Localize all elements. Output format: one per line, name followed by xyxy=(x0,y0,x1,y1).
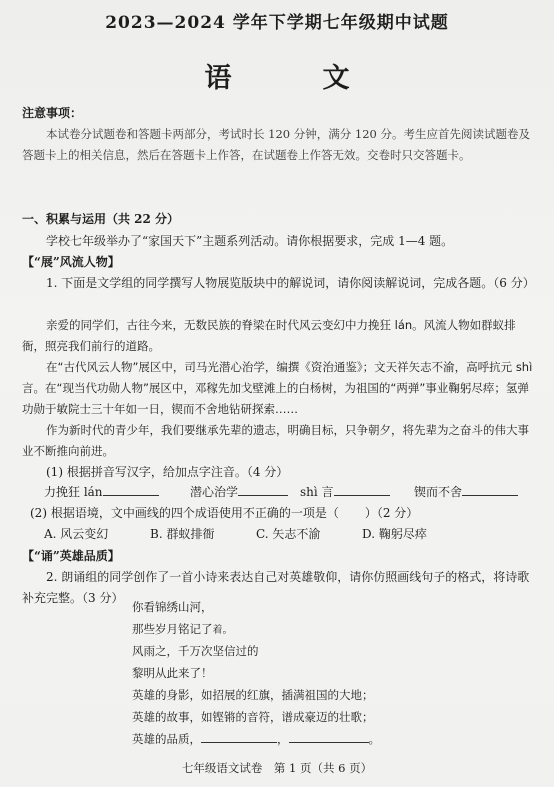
question-2: 2. 朗诵组的同学创作了一首小诗来表达自己对英雄敬仰，请你仿照画线句子的格式，将诗歌补充完整。（3 分） xyxy=(22,570,530,605)
poem-line-1: 你看锦绣山河， xyxy=(132,600,213,614)
poem-line-2-text: 那些岁月铭记了 xyxy=(132,622,213,636)
fill-item-3 xyxy=(300,483,390,500)
poem-line-3-start: 风雨之 xyxy=(132,644,167,658)
option-a: A. 风云变幻 xyxy=(44,527,109,541)
option-b: B. 群蚁排衙 xyxy=(150,527,215,541)
fill-item-1-label: 力挽狂 lán xyxy=(44,485,103,499)
question-1: 1. 下面是文学组的同学撰写人物展览版块中的解说词，请你阅读解说词，完成各题。（6 分） xyxy=(46,276,535,290)
passage-paragraph-1: 亲爱的同学们，古往今来，无数民族的脊梁在时代风云变幻中力挽狂 lán。风流人物如群蚁排衙，照亮我们前行的道路。 xyxy=(22,318,516,353)
poem-line-3-end: ，千万次坚信过的 xyxy=(166,644,259,658)
poem-blank-1[interactable] xyxy=(201,730,277,743)
subject-title: 语 文 xyxy=(204,63,382,94)
part1-title: 【“展”风流人物】 xyxy=(22,255,120,269)
fill-item-2-label: 潜心治学 xyxy=(190,485,239,499)
exam-title: 2023—2024 学年下学期七年级期中试题 xyxy=(105,13,449,33)
poem-line-7: 英雄的品质， ， 。 xyxy=(132,732,380,746)
question-1-2-points: ）（2 分） xyxy=(364,506,419,520)
passage-paragraph-3: 作为新时代的青少年，我们要继承先辈的遗志，明确目标，只争朝夕，将先辈为之奋斗的伟大事业不断推向前进。 xyxy=(22,423,529,458)
option-c: C. 矢志不渝 xyxy=(256,527,321,541)
poem-line-5: 英雄的身影，如招展的红旗，插满祖国的大地； xyxy=(132,688,374,702)
fill-item-2 xyxy=(190,483,288,500)
fill-item-4-label: 锲而不舍 xyxy=(414,485,463,499)
poem-handwritten-note: 着。 xyxy=(212,625,233,636)
answer-blank-2[interactable] xyxy=(238,483,288,496)
passage-paragraph-2: 在“古代风云人物”展区中，司马光潜心治学，编撰《资治通鉴》；文天祥矢志不渝，高呼抗元 shì 言。在“现当代功勋人物”展区中，邓稼先加戈壁滩上的白杨树，为祖国的“两弹”事业鞠躬尽瘁；氢弹功勋于敏院士三十年如一日，锲而不舍地钻研探索…… xyxy=(22,360,533,416)
poem-line-4: 黎明从此来了！ xyxy=(132,666,213,680)
notice-heading: 注意事项： xyxy=(22,106,83,120)
page-footer: 七年级语文试卷 第 1 页（共 6 页） xyxy=(181,761,373,775)
section-heading: 一、积累与运用（共 22 分） xyxy=(22,212,180,226)
notice-text xyxy=(22,124,532,166)
question-1-2 xyxy=(30,504,418,521)
question-1-2-text: (2) 根据语境，文中画线的四个成语使用不正确的一项是（ xyxy=(30,506,339,520)
question-1-1: (1) 根据拼音写汉字，给加点字注音。（4 分） xyxy=(46,465,289,479)
option-d: D. 鞠躬尽瘁 xyxy=(362,527,427,541)
notice-paragraph: 本试卷分试题卷和答题卡两部分，考试时长 120 分钟，满分 120 分。考生应首先阅读试题卷及答题卡上的相关信息，然后在答题卡上作答，在试题卷上作答无效。交卷时只交答题卡。 xyxy=(22,127,531,162)
poem-line-7-text: 英雄的品质， xyxy=(132,732,201,746)
answer-blank-4[interactable] xyxy=(462,483,518,496)
part2-title: 【“诵”英雄品质】 xyxy=(22,549,120,563)
poem-line-3 xyxy=(132,640,259,662)
answer-blank-1[interactable] xyxy=(103,483,159,496)
poem-line-6: 英雄的故事，如铿锵的音符，谱成豪迈的壮歌； xyxy=(132,710,374,724)
fill-item-4 xyxy=(414,483,518,500)
poem-line-2 xyxy=(132,618,233,642)
fill-item-1 xyxy=(44,483,159,500)
section-intro: 学校七年级举办了“家国天下”主题系列活动。请你根据要求，完成 1—4 题。 xyxy=(46,234,454,248)
poem-blank-2[interactable] xyxy=(289,730,369,743)
fill-item-3-label: shì 言 xyxy=(300,485,334,499)
poem-line-7-end: 。 xyxy=(368,732,380,746)
answer-blank-3[interactable] xyxy=(334,483,390,496)
